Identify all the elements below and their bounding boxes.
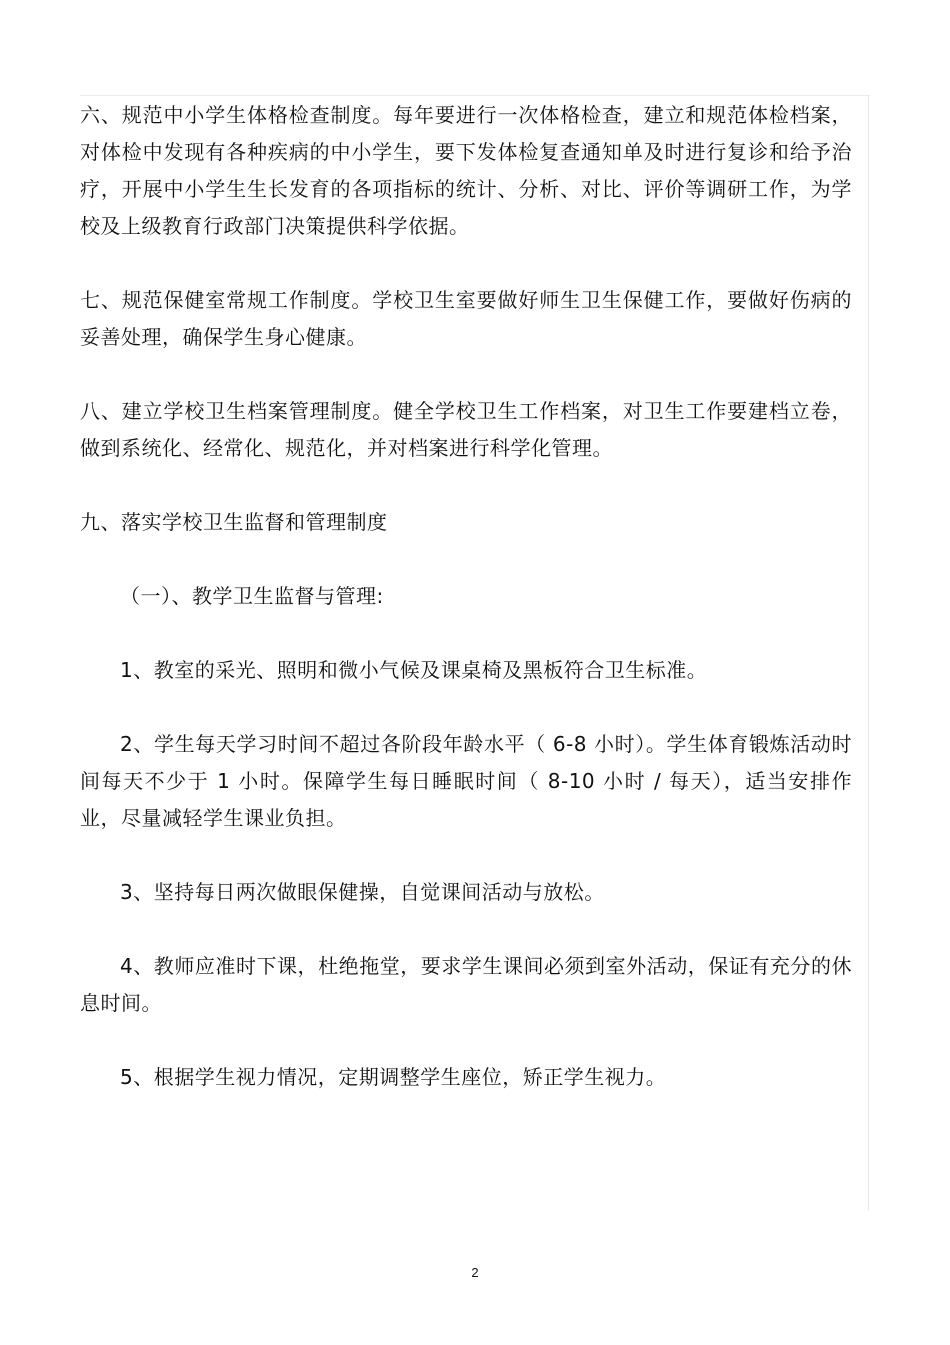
list-item-2: 2、学生每天学习时间不超过各阶段年龄水平（ 6-8 小时）。学生体育锻炼活动时间每天不少于 1 小时。保障学生每日睡眠时间（ 8-10 小时 / 每天），适当安排作业，尽量减轻学生课业负担。 — [80, 732, 852, 830]
list-item-3: 3、坚持每日两次做眼保健操，自觉课间活动与放松。 — [120, 880, 605, 904]
page-border-right — [868, 95, 869, 1210]
list-item-1: 1、教室的采光、照明和微小气候及课桌椅及黑板符合卫生标准。 — [120, 658, 708, 682]
page-border-top — [80, 95, 870, 96]
list-item-5: 5、根据学生视力情况，定期调整学生座位，矫正学生视力。 — [120, 1065, 667, 1089]
page-number: 2 — [471, 1265, 479, 1280]
paragraph-eight: 八、建立学校卫生档案管理制度。健全学校卫生工作档案，对卫生工作要建档立卷，做到系统化、经常化、规范化，并对档案进行科学化管理。 — [80, 399, 852, 460]
subsection-heading-teaching-hygiene: （一）、教学卫生监督与管理: — [120, 584, 384, 608]
list-item-4: 4、教师应准时下课，杜绝拖堂，要求学生课间必须到室外活动，保证有充分的休息时间。 — [80, 954, 852, 1015]
document-body — [80, 97, 852, 1133]
section-heading-nine: 九、落实学校卫生监督和管理制度 — [80, 510, 388, 534]
paragraph-seven: 七、规范保健室常规工作制度。学校卫生室要做好师生卫生保健工作，要做好伤病的妥善处理，确保学生身心健康。 — [80, 288, 852, 349]
paragraph-six: 六、规范中小学生体格检查制度。每年要进行一次体格检查，建立和规范体检档案，对体检中发现有各种疾病的中小学生，要下发体检复查通知单及时进行复诊和给予治疗，开展中小学生生长发育的各项指标的统计、分析、对比、评价等调研工作，为学校及上级教育行政部门决策提供科学依据。 — [80, 103, 852, 238]
